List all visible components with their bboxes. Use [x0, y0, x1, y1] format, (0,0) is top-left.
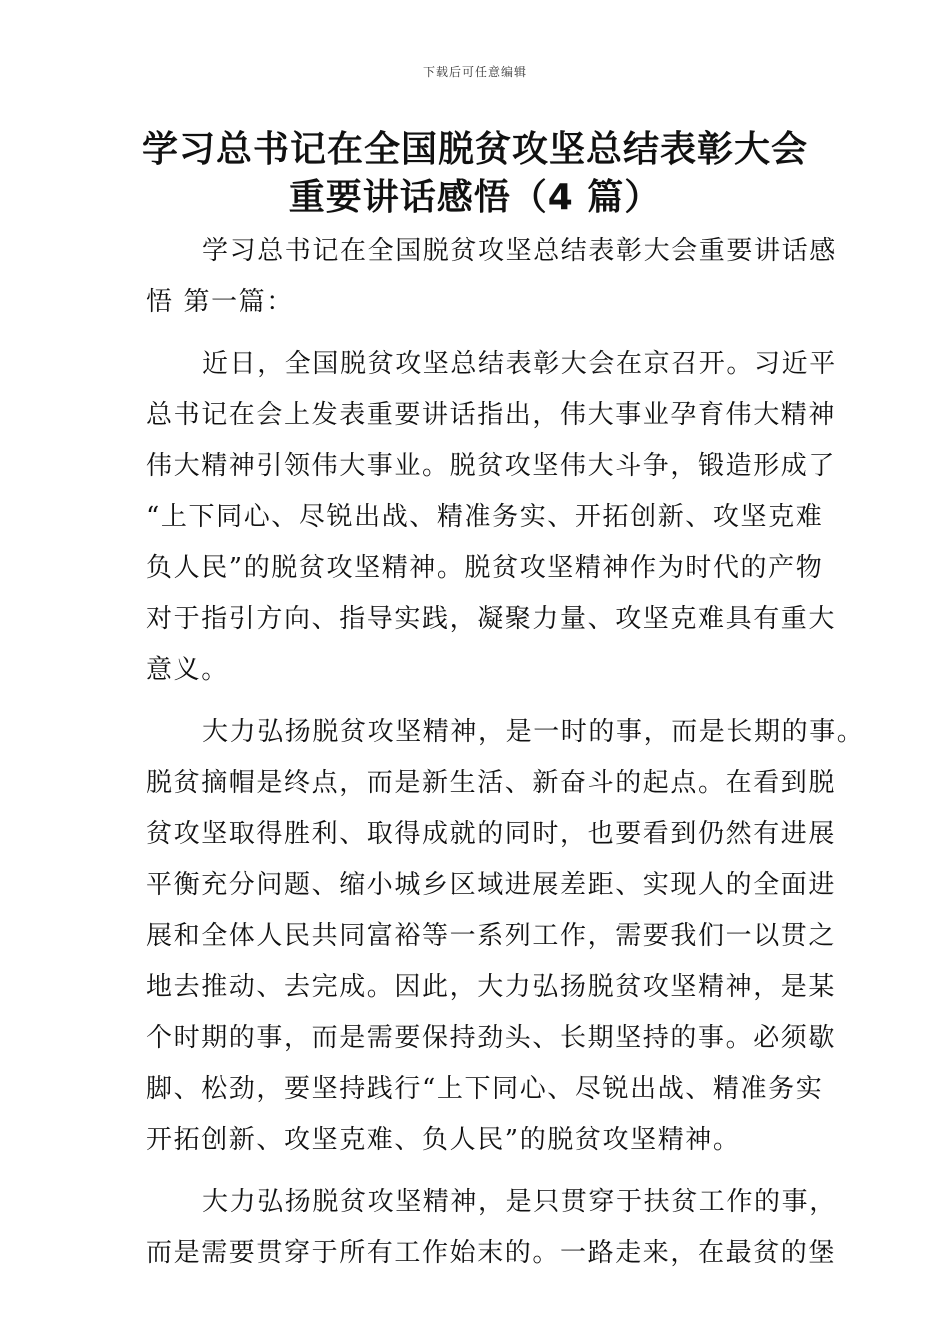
paragraph-2 [146, 339, 836, 696]
text-line: 悟 第一篇： [146, 287, 294, 317]
text-line: 近日，全国脱贫攻坚总结表彰大会在京召开。习近平 [202, 349, 837, 379]
text-line: 地去推动、去完成。因此，大力弘扬脱贫攻坚精神，是某 [146, 972, 837, 1002]
paragraph-3 [146, 707, 865, 1166]
paragraph-1 [146, 226, 836, 328]
text-line: “上下同心、尽锐出战、精准务实、开拓创新、攻坚克难 [146, 502, 824, 532]
text-line: 总书记在会上发表重要讲话指出，伟大事业孕育伟大精神 [146, 400, 837, 430]
document-title-line-2: 重要讲话感悟（4 篇） [288, 177, 662, 218]
text-line: 意义。 [146, 655, 229, 685]
text-line: 展和全体人民共同富裕等一系列工作，需要我们一以贯之 [146, 921, 837, 951]
text-line: 大力弘扬脱贫攻坚精神，是只贯穿于扶贫工作的事， [202, 1187, 837, 1217]
text-line: 个时期的事，而是需要保持劲头、长期坚持的事。必须歇 [146, 1023, 837, 1053]
text-line: 开拓创新、攻坚克难、负人民”的脱贫攻坚精神。 [146, 1125, 741, 1155]
text-line: 对于指引方向、指导实践，凝聚力量、攻坚克难具有重大 [146, 604, 837, 634]
text-line: 而是需要贯穿于所有工作始末的。一路走来，在最贫的堡 [146, 1238, 837, 1268]
text-line: 贫攻坚取得胜利、取得成就的同时，也要看到仍然有进展 [146, 819, 837, 849]
text-line: 学习总书记在全国脱贫攻坚总结表彰大会重要讲话感 [202, 236, 837, 266]
text-line: 伟大精神引领伟大事业。脱贫攻坚伟大斗争，锻造形成了 [146, 451, 837, 481]
text-line: 脚、松劲，要坚持践行“上下同心、尽锐出战、精准务实 [146, 1074, 824, 1104]
text-line: 大力弘扬脱贫攻坚精神，是一时的事，而是长期的事。 [202, 717, 865, 747]
text-line: 脱贫摘帽是终点，而是新生活、新奋斗的起点。在看到脱 [146, 768, 837, 798]
text-line: 平衡充分问题、缩小城乡区域进展差距、实现人的全面进 [146, 870, 837, 900]
document-title-line-1: 学习总书记在全国脱贫攻坚总结表彰大会 [141, 129, 808, 170]
text-line: 负人民”的脱贫攻坚精神。脱贫攻坚精神作为时代的产物 [146, 553, 824, 583]
document-body [146, 226, 865, 1279]
paragraph-4 [146, 1177, 836, 1279]
header-note: 下载后可任意编辑 [422, 65, 527, 79]
